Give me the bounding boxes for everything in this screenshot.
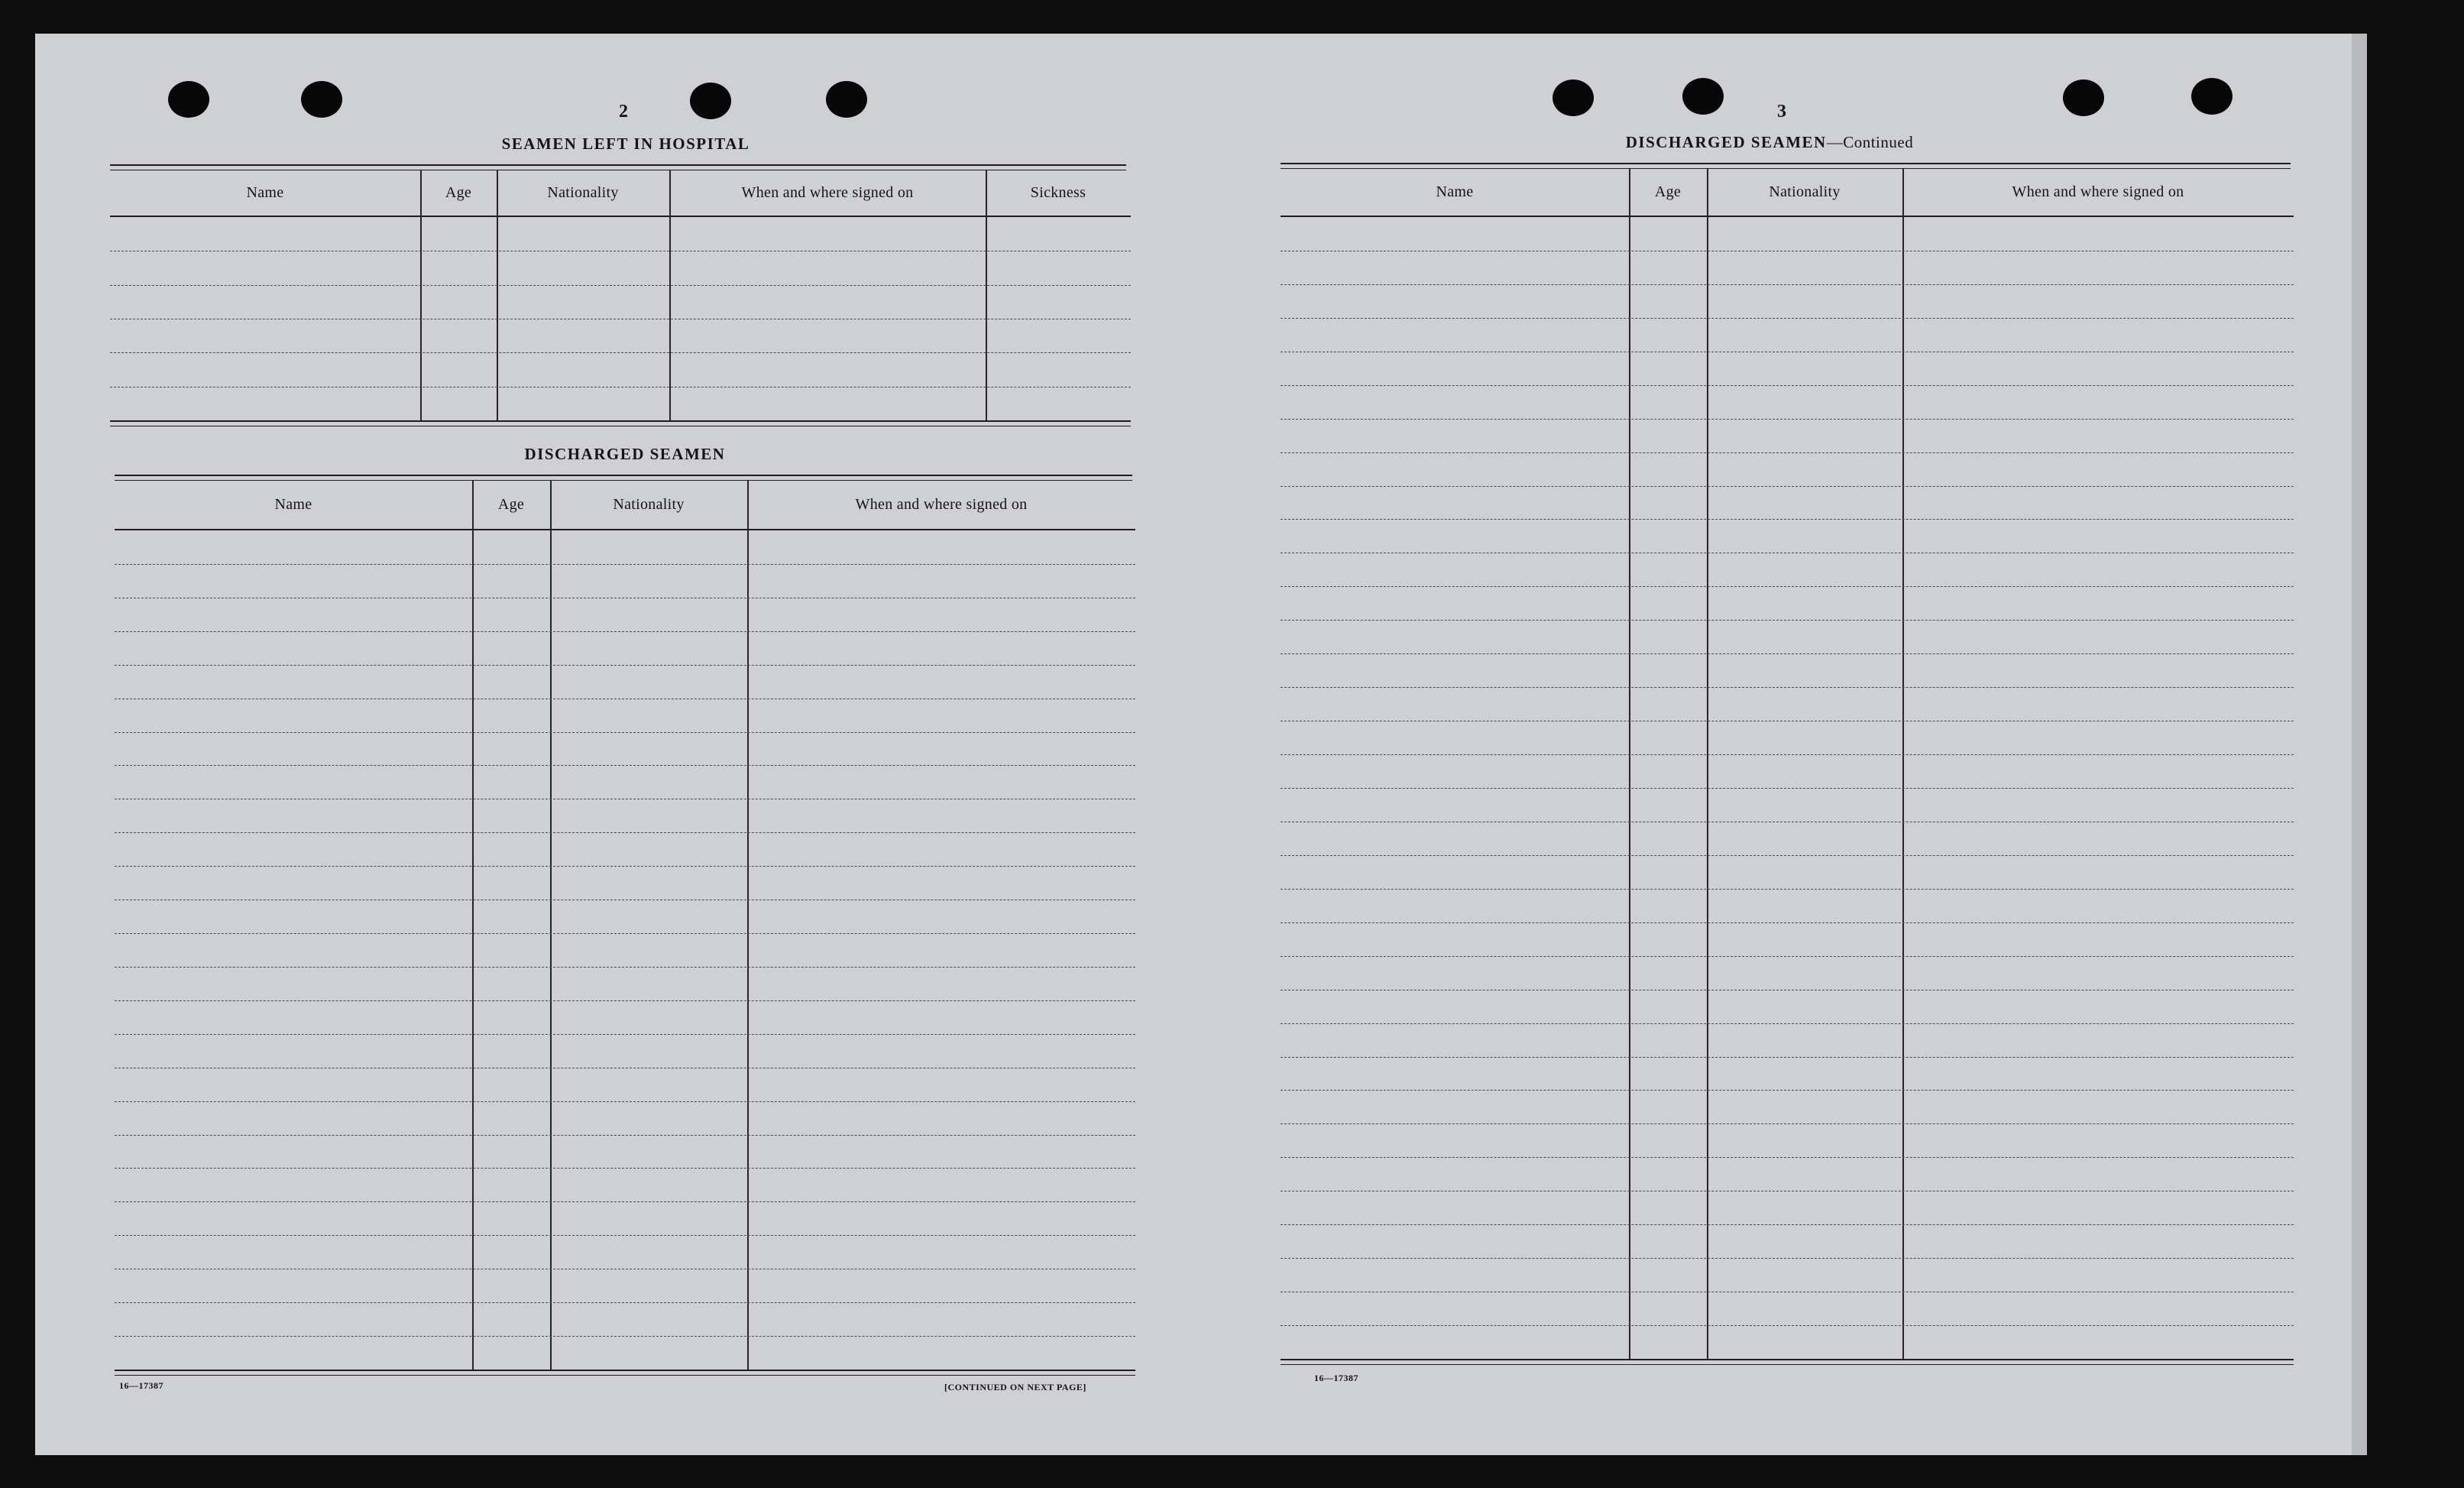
table-row-line xyxy=(1281,1258,2294,1259)
column-divider xyxy=(747,480,749,1371)
table-row-line xyxy=(1281,620,2294,621)
punch-hole xyxy=(826,81,867,118)
punch-hole xyxy=(2063,79,2104,116)
table-row-line xyxy=(1281,318,2294,319)
table-row-line xyxy=(115,1302,1135,1303)
table-row-line xyxy=(110,285,1131,286)
table-row-line xyxy=(115,933,1135,934)
column-header-sickness: Sickness xyxy=(1030,183,1086,201)
table-row-line xyxy=(1281,385,2294,386)
table-row-line xyxy=(1281,687,2294,688)
discharged-continued-table xyxy=(1281,168,2294,1360)
table-row-line xyxy=(1281,653,2294,654)
column-header-age: Age xyxy=(445,183,472,201)
discharged-continued-title-main: DISCHARGED SEAMEN xyxy=(1625,133,1827,151)
column-divider xyxy=(497,170,498,422)
discharged-section-title: DISCHARGED SEAMEN xyxy=(524,445,726,463)
discharged-continued-title xyxy=(1281,133,2258,152)
table-row-line xyxy=(115,1235,1135,1236)
table-row-line xyxy=(115,665,1135,666)
punch-hole xyxy=(2191,78,2232,115)
column-divider xyxy=(550,480,552,1371)
punch-hole xyxy=(168,81,209,118)
punch-hole xyxy=(301,81,342,118)
punch-hole xyxy=(1553,79,1594,116)
continued-suffix: —Continued xyxy=(1826,133,1914,151)
table-row-line xyxy=(115,1000,1135,1001)
column-header-nationality: Nationality xyxy=(1769,183,1841,200)
column-header-age: Age xyxy=(1654,183,1682,200)
table-row-line xyxy=(115,1034,1135,1035)
table-row-line xyxy=(1281,419,2294,420)
column-divider xyxy=(420,170,422,422)
table-row-line xyxy=(115,1135,1135,1136)
punch-hole xyxy=(690,83,731,119)
table-row-line xyxy=(115,832,1135,833)
table-row-line xyxy=(115,631,1135,632)
column-divider xyxy=(1629,168,1630,1360)
table-row-line xyxy=(115,866,1135,867)
table-row-line xyxy=(1281,452,2294,453)
table-row-line xyxy=(1281,956,2294,957)
discharged-table-header xyxy=(115,480,1135,530)
table-row-line xyxy=(1281,889,2294,890)
hospital-table-header xyxy=(110,170,1131,217)
table-row-line xyxy=(1281,922,2294,923)
column-header-name: Name xyxy=(246,183,284,201)
table-row-line xyxy=(115,765,1135,766)
table-row-line xyxy=(115,1168,1135,1169)
table-row-line xyxy=(1281,1057,2294,1058)
hospital-table xyxy=(110,170,1131,422)
table-row-line xyxy=(1281,519,2294,520)
form-number-left: 16—17387 xyxy=(119,1380,164,1391)
column-divider xyxy=(986,170,987,422)
table-row-line xyxy=(110,352,1131,353)
discharged-bottom-rule xyxy=(115,1370,1135,1376)
column-divider xyxy=(669,170,671,422)
table-row-line xyxy=(115,564,1135,565)
hospital-bottom-rule xyxy=(110,420,1131,426)
table-row-line xyxy=(115,1201,1135,1202)
page-number-left: 2 xyxy=(619,102,628,122)
column-header-signed-on: When and where signed on xyxy=(741,183,914,201)
column-header-nationality: Nationality xyxy=(547,183,619,201)
column-header-name: Name xyxy=(274,495,312,513)
paper-edge xyxy=(2352,34,2367,1455)
continued-bottom-rule xyxy=(1281,1359,2294,1365)
table-row-line xyxy=(1281,284,2294,285)
table-row-line xyxy=(1281,1325,2294,1326)
discharged-table xyxy=(115,480,1135,1371)
table-row-line xyxy=(1281,586,2294,587)
table-row-line xyxy=(1281,788,2294,789)
column-header-nationality: Nationality xyxy=(613,495,685,513)
table-row-line xyxy=(1281,1123,2294,1124)
table-row-line xyxy=(115,967,1135,968)
column-header-age: Age xyxy=(497,495,525,513)
table-row-line xyxy=(1281,1090,2294,1091)
column-divider xyxy=(472,480,474,1371)
column-header-name: Name xyxy=(1436,183,1474,200)
column-header-signed-on: When and where signed on xyxy=(855,495,1028,513)
table-row-line xyxy=(115,732,1135,733)
column-divider xyxy=(1707,168,1708,1360)
table-row-line xyxy=(1281,1157,2294,1158)
continued-table-header xyxy=(1281,168,2294,217)
table-row-line xyxy=(1281,855,2294,856)
punch-hole xyxy=(1682,78,1724,115)
table-row-line xyxy=(115,1101,1135,1102)
continued-note: [CONTINUED ON NEXT PAGE] xyxy=(944,1382,1086,1392)
column-header-signed-on: When and where signed on xyxy=(2012,183,2184,200)
page-number-right: 3 xyxy=(1777,102,1786,122)
column-divider xyxy=(1902,168,1904,1360)
table-row-line xyxy=(1281,1224,2294,1225)
table-row-line xyxy=(1281,754,2294,755)
table-row-line xyxy=(1281,1023,2294,1024)
hospital-section-title: SEAMEN LEFT IN HOSPITAL xyxy=(501,135,750,153)
table-row-line xyxy=(115,1336,1135,1337)
table-row-line xyxy=(1281,486,2294,487)
form-number-right: 16—17387 xyxy=(1314,1373,1358,1383)
